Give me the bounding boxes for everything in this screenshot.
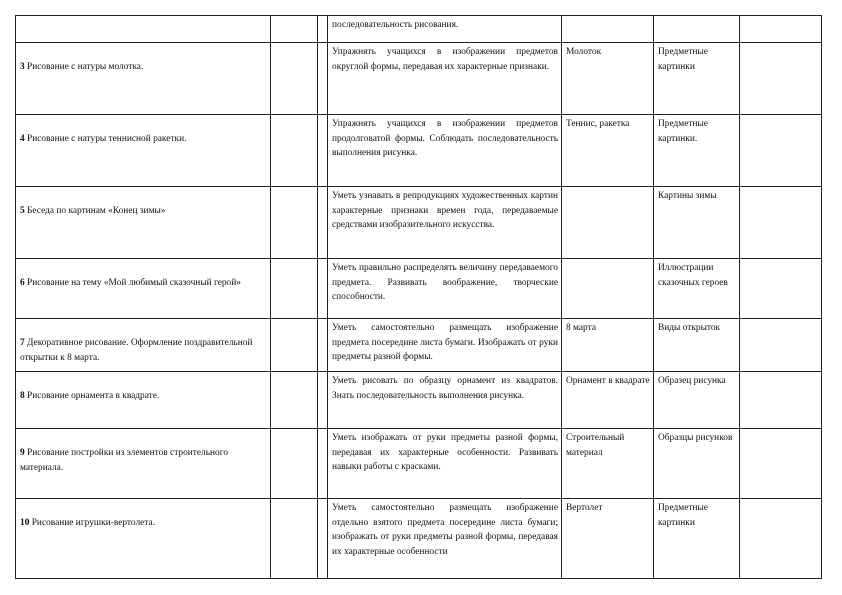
- visual-aids-cell: [654, 16, 740, 43]
- topic-text: Рисование постройки из элементов строительного материала.: [20, 448, 229, 473]
- table-row: [16, 43, 822, 115]
- objective-cell: Уметь изображать от руки предметы разной формы, передавая их характерные особенности. Развивать навыки работы с красками.: [328, 429, 562, 499]
- objective-cell: Уметь самостоятельно размещать изображение предмета посередине листа бумаги. Изображать от руки предметы разной формы.: [328, 319, 562, 372]
- table-row: [16, 372, 822, 429]
- topic-cell: [16, 259, 271, 319]
- topic-number: 6: [20, 278, 25, 288]
- notes-cell: [740, 319, 822, 372]
- material-cell: Теннис, ракетка: [562, 115, 654, 187]
- material-cell: 8 марта: [562, 319, 654, 372]
- objective-cell: Уметь рисовать по образцу орнамент из квадратов. Знать последовательность выполнения рисунка.: [328, 372, 562, 429]
- material-cell: Вертолет: [562, 499, 654, 579]
- notes-cell: [740, 429, 822, 499]
- hours-cell: [271, 115, 318, 187]
- objective-cell: Упражнять учащихся в изображении предметов округлой формы, передавая их характерные признаки.: [328, 43, 562, 115]
- objective-cell: Уметь самостоятельно размещать изображение отдельно взятого предмета посередине листа бумаги; изображать от руки предметы разной формы, передавая их характерные особенности: [328, 499, 562, 579]
- date-cell: [318, 16, 328, 43]
- topic-number: 8: [20, 391, 25, 401]
- notes-cell: [740, 43, 822, 115]
- visual-aids-cell: Предметные картинки.: [654, 115, 740, 187]
- hours-cell: [271, 319, 318, 372]
- topic-cell: [16, 429, 271, 499]
- table-row: [16, 115, 822, 187]
- date-cell: [318, 187, 328, 259]
- notes-cell: [740, 16, 822, 43]
- notes-cell: [740, 499, 822, 579]
- material-cell: [562, 259, 654, 319]
- objective-cell: Уметь правильно распределять величину передаваемого предмета. Развивать воображение, творческие способности.: [328, 259, 562, 319]
- hours-cell: [271, 43, 318, 115]
- hours-cell: [271, 372, 318, 429]
- topic-cell: [16, 43, 271, 115]
- material-cell: [562, 16, 654, 43]
- topic-text: Рисование игрушки-вертолета.: [29, 518, 156, 528]
- notes-cell: [740, 187, 822, 259]
- topic-number: 9: [20, 448, 25, 458]
- material-cell: [562, 187, 654, 259]
- visual-aids-cell: Предметные картинки: [654, 43, 740, 115]
- topic-number: 7: [20, 338, 25, 348]
- table-row: [16, 429, 822, 499]
- lesson-plan-table: [15, 15, 822, 579]
- topic-text: Рисование на тему «Мой любимый сказочный герой»: [24, 278, 241, 288]
- material-cell: Строительный материал: [562, 429, 654, 499]
- visual-aids-cell: Образцы рисунков: [654, 429, 740, 499]
- hours-cell: [271, 16, 318, 43]
- hours-cell: [271, 187, 318, 259]
- date-cell: [318, 259, 328, 319]
- material-cell: Орнамент в квадрате: [562, 372, 654, 429]
- hours-cell: [271, 429, 318, 499]
- table-row: [16, 187, 822, 259]
- visual-aids-cell: Предметные картинки: [654, 499, 740, 579]
- objective-cell: Упражнять учащихся в изображении предметов продолговатой формы. Соблюдать последовательность выполнения рисунка.: [328, 115, 562, 187]
- topic-number: 5: [20, 206, 25, 216]
- date-cell: [318, 372, 328, 429]
- notes-cell: [740, 115, 822, 187]
- topic-text: Рисование орнамента в квадрате.: [24, 391, 160, 401]
- table-row: [16, 499, 822, 579]
- topic-cell: [16, 319, 271, 372]
- visual-aids-cell: Картины зимы: [654, 187, 740, 259]
- table-row: [16, 259, 822, 319]
- notes-cell: [740, 259, 822, 319]
- hours-cell: [271, 499, 318, 579]
- topic-number: 4: [20, 134, 25, 144]
- date-cell: [318, 115, 328, 187]
- topic-text: Рисование с натуры теннисной ракетки.: [24, 134, 187, 144]
- topic-cell: [16, 16, 271, 43]
- topic-cell: [16, 187, 271, 259]
- objective-cell: Уметь узнавать в репродукциях художественных картин характерные признаки времен года, передаваемые средствами изобразительного искусства.: [328, 187, 562, 259]
- visual-aids-cell: Иллюстрации сказочных героев: [654, 259, 740, 319]
- topic-cell: [16, 115, 271, 187]
- date-cell: [318, 43, 328, 115]
- table-body: [16, 16, 822, 579]
- topic-text: Рисование с натуры молотка.: [24, 62, 144, 72]
- table-row: [16, 16, 822, 43]
- topic-text: Беседа по картинам «Конец зимы»: [24, 206, 166, 216]
- table-row: [16, 319, 822, 372]
- visual-aids-cell: Образец рисунка: [654, 372, 740, 429]
- topic-cell: [16, 499, 271, 579]
- visual-aids-cell: Виды открыток: [654, 319, 740, 372]
- date-cell: [318, 429, 328, 499]
- topic-cell: [16, 372, 271, 429]
- objective-cell: последовательность рисования.: [328, 16, 562, 43]
- topic-number: 3: [20, 62, 25, 72]
- topic-number: 10: [20, 518, 30, 528]
- date-cell: [318, 319, 328, 372]
- topic-text: Декоративное рисование. Оформление поздравительной открытки к 8 марта.: [20, 338, 253, 363]
- material-cell: Молоток: [562, 43, 654, 115]
- hours-cell: [271, 259, 318, 319]
- date-cell: [318, 499, 328, 579]
- notes-cell: [740, 372, 822, 429]
